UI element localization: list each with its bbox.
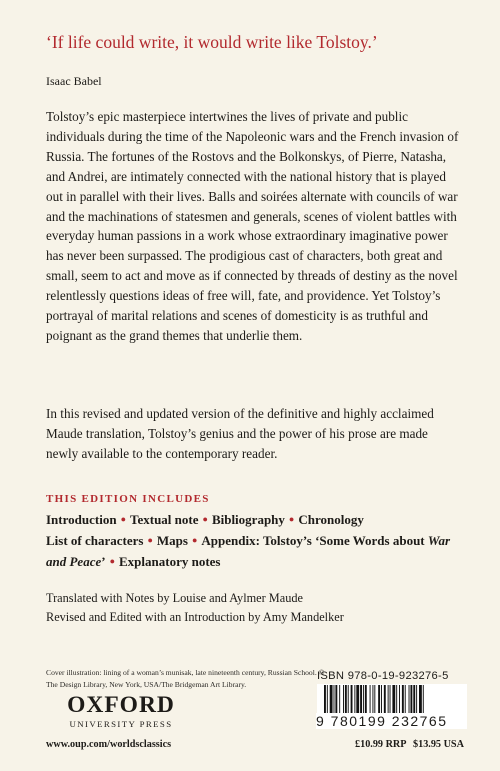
item-textual-note: Textual note <box>130 512 199 527</box>
barcode-number-text: 9 780199 232765 <box>316 713 448 729</box>
bullet-icon: ● <box>147 535 153 545</box>
barcode-number <box>316 713 468 729</box>
cover-illustration-credit: Cover illustration: lining of a woman’s munisak, late nineteenth century, Russian School. © The Design Library, New York, USA/The Bridgeman Art Library. <box>46 668 325 689</box>
item-chronology: Chronology <box>298 512 364 527</box>
item-explanatory-notes: Explanatory notes <box>119 554 221 569</box>
bullet-icon: ● <box>109 556 116 566</box>
publisher-url: www.oup.com/worldsclassics <box>46 739 172 750</box>
appendix-title: War and Peace <box>46 533 451 569</box>
item-list-of-characters: List of characters <box>46 533 144 548</box>
bullet-icon: ● <box>288 514 295 524</box>
credits <box>46 589 466 628</box>
bullet-icon: ● <box>120 514 126 524</box>
description-paragraph-2: In this revised and updated version of the definitive and highly acclaimed Maude translation, Tolstoy’s genius and the power of his prose are made newly available to the contemporary reader. <box>46 406 434 461</box>
isbn-label: ISBN 978-0-19-923276-5 <box>317 670 449 682</box>
item-bibliography: Bibliography <box>211 512 285 527</box>
appendix-prefix: Appendix: Tolstoy’s ‘Some Words about <box>201 533 428 548</box>
bullet-icon: ● <box>191 535 198 545</box>
edition-heading: THIS EDITION INCLUDES <box>46 493 210 505</box>
pull-quote: ‘If life could write, it would write like Tolstoy.’ <box>46 32 378 52</box>
credit-revision: Revised and Edited with an Introduction by Amy Mandelker <box>46 610 344 625</box>
price-uk: £10.99 RRP <box>355 739 407 750</box>
description-paragraph-1: Tolstoy’s epic masterpiece intertwines the lives of private and public individuals during the time of the Napoleonic wars and the French invasion of Russia. The fortunes of the Rostovs and the Bolkonskys, of Pierre, Natasha, and Andrei, are intimately connected with the national history that is played out in parallel with their lives. Balls and soirées alternate with councils of war and the machinations of statesmen and generals, scenes of violent battles with everyday human passions in a work whose extraordinary imaginative power has never been surpassed. The prodigious cast of characters, both great and small, seem to act and move as if connected by threads of destiny as the novel relentlessly questions ideas of free will, fate, and providence. Yet Tolstoy’s portrayal of marital relations and scenes of domesticity is as truthful and poignant as the grand themes that underlie them. <box>46 109 459 343</box>
edition-contents-list <box>46 509 466 572</box>
bullet-icon: ● <box>202 514 208 524</box>
item-maps: Maps <box>156 533 188 548</box>
credit-translation: Translated with Notes by Louise and Aylmer Maude <box>46 591 303 605</box>
publisher-press: UNIVERSITY PRESS <box>69 719 173 729</box>
appendix-suffix: ’ <box>101 554 106 569</box>
item-introduction: Introduction <box>46 512 117 527</box>
price-us: $13.95 USA <box>413 739 464 750</box>
publisher-logo: OXFORD <box>67 692 175 718</box>
quote-attribution: Isaac Babel <box>46 74 102 88</box>
